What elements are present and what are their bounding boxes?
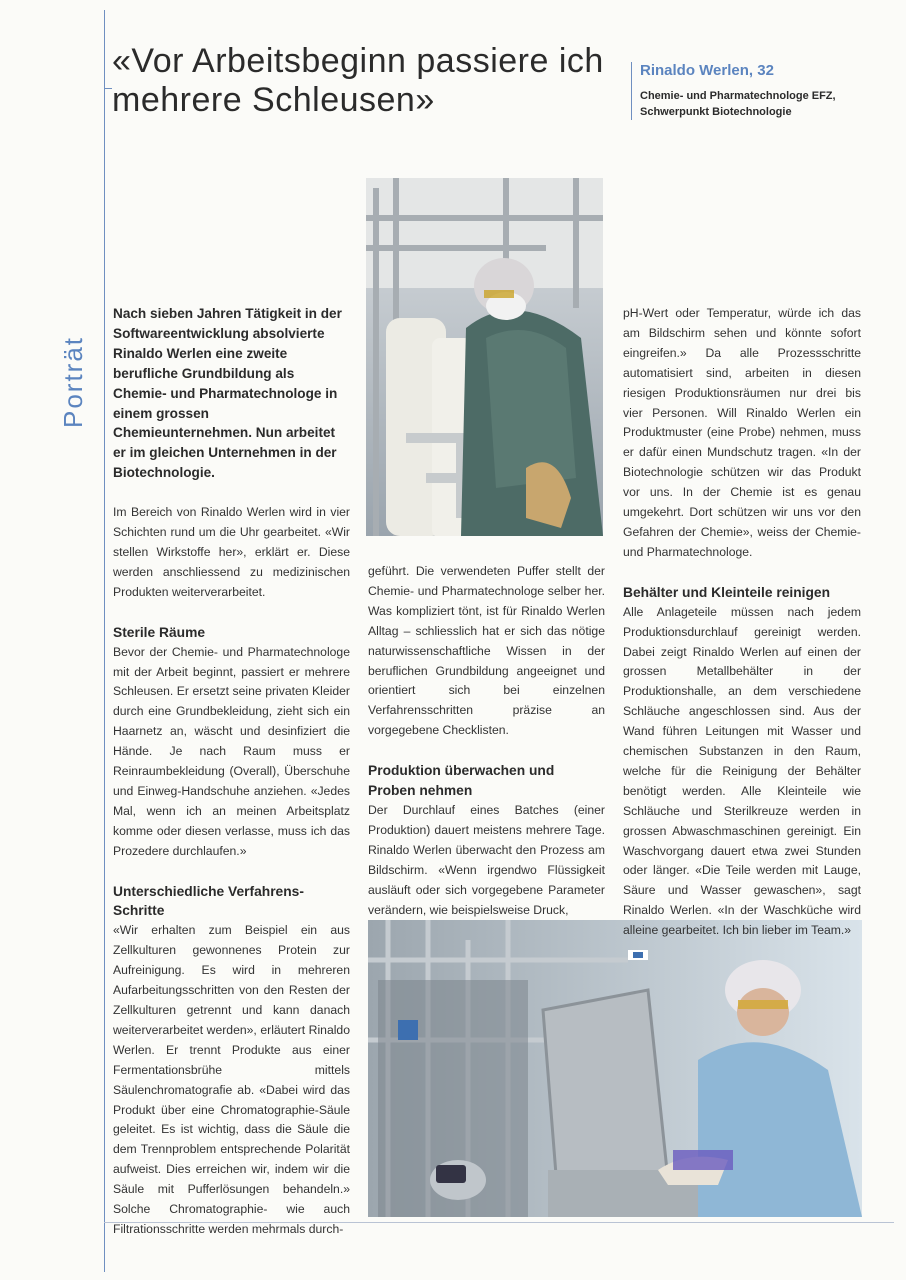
heading-verfahren: Unterschiedliche Verfahrens-Schritte [113,883,304,919]
paragraph-middle-continuation: geführt. Die verwendeten Puffer stellt der Chemie- und Pharmatechnologe selber her. Was kompliziert tönt, ist für Rinaldo Werlen Alltag – schliesslich hat er sich das nötige naturwissenschaftliche Wissen in der beruflichen Grundbildung angeeignet und orientiert sich bei einzelnen Verfahrensschritten präzise an vorgegebene Checklisten. [368,564,605,738]
column-right [623,304,861,941]
heading-sterile: Sterile Räume [113,624,206,640]
photo-production-hall [368,920,862,1217]
byline-name: Rinaldo Werlen, 32 [640,62,774,79]
paragraph-behaelter: Alle Anlageteile müssen nach jedem Produktionsdurchlauf gereinigt werden. Dabei zeigt Rinaldo Werlen auf einen der grossen Metallbehälter in der Produktionshalle, an dem verschiedene Schläuche angeschlossen sind. Aus der Wand führen Leitungen mit Wasser und chemischen Substanzen in den Raum, welche für die Reinigung der Behälter benötigt werden. Alle Kleinteile wie Schläuche und Sterilkreuze werden in grossen Abwaschmaschinen gereinigt. Ein Waschvorgang dauert etwa zwei Stunden oder länger. «Die Teile werden mit Lauge, Säure und Wasser gewaschen», sagt Rinaldo Werlen. «In der Waschküche wird alleine gearbeitet. Ich bin lieber im Team.» [623,604,861,938]
byline-rule [631,62,632,120]
section-label: Porträt [58,335,88,428]
paragraph-verfahren: «Wir erhalten zum Beispiel ein aus Zellkulturen gewonnenes Protein zur Aufreinigung. Es wird in mehreren Aufarbeitungsschritten von den Resten der Zellkulturen getrennt und kann danach weiterverarbeitet werden», erläutert Rinaldo Werlen. Er trennt Produkte aus einer Fermentationsbrühe mittels Säulenchromatografie ab. «Dabei wird das Produkt über eine Chromatographie-Säule geleitet. Es ist wichtig, dass die Säule die dem Trennproblem entsprechende Polarität aufweist. Dies erreichen wir, indem wir die Säule mit Pufferlösungen behandeln.» Solche Chromatographie- wie auch Filtrationsschritte werden mehrmals durch- [113,923,350,1236]
page-title: «Vor Arbeitsbeginn passiere ich mehrere Schleusen» [112,42,604,119]
intro-paragraph: Im Bereich von Rinaldo Werlen wird in vier Schichten rund um die Uhr gearbeitet. «Wir stellen Wirkstoffe her», erklärt er. Diese werden anschliessend zu medizinischen Produkten weiterverarbeitet. [113,505,350,599]
paragraph-right-continuation: pH-Wert oder Temperatur, würde ich das am Bildschirm sehen und könnte sofort eingreifen.» Da alle Prozessschritte automatisiert sind, arbeiten in diesen riesigen Produktionsräumen nur drei bis vier Personen. Will Rinaldo Werlen ein Produktmuster (eine Probe) nehmen, muss er dafür einen Mundschutz tragen. «In der Biotechnologie schützen wir das Produkt vor uns. In der Chemie ist es genau umgekehrt. Dort schützen wir uns vor den Gefahren der Chemie», weiss der Chemie- und Pharmatechnologe. [623,306,861,559]
margin-rule [104,10,105,1272]
column-middle [368,562,605,920]
paragraph-sterile: Bevor der Chemie- und Pharmatechnologe mit der Arbeit beginnt, passiert er mehrere Schleusen. Er ersetzt seine privaten Kleider durch eine Grundbekleidung, zieht sich ein Haarnetz an, wäscht und desinfiziert die Hände. Je nach Raum muss er Reinraumbekleidung (Overall), Überschuhe und Einweg-Handschuhe anziehen. «Jedes Mal, wenn ich an meinen Arbeitsplatz komme oder diesen verlasse, muss ich das Prozedere durchlaufen.» [113,644,350,858]
heading-behaelter: Behälter und Kleinteile reinigen [623,584,830,600]
photo-cleanroom-worker [366,178,603,536]
lead-paragraph: Nach sieben Jahren Tätigkeit in der Softwareentwicklung absolvierte Rinaldo Werlen eine zweite berufliche Grundbildung als Chemie- und Pharmatechnologe in einem grossen Chemieunternehmen. Nun arbeitet er im gleichen Unternehmen in der Biotechnologie. [113,306,342,481]
byline-role: Chemie- und Pharmatechnologe EFZ, Schwerpunkt Biotechnologie [640,90,836,118]
column-left [113,304,350,1240]
title-rule [104,88,112,89]
heading-produktion: Produktion überwachen und Proben nehmen [368,763,555,799]
paragraph-produktion: Der Durchlauf eines Batches (einer Produktion) dauert meistens mehrere Tage. Rinaldo Werlen überwacht den Prozess am Bildschirm. «Wenn irgendwo Flüssigkeit ausläuft oder sich vorgegebene Parameter verändern, wie beispielsweise Druck, [368,802,605,917]
